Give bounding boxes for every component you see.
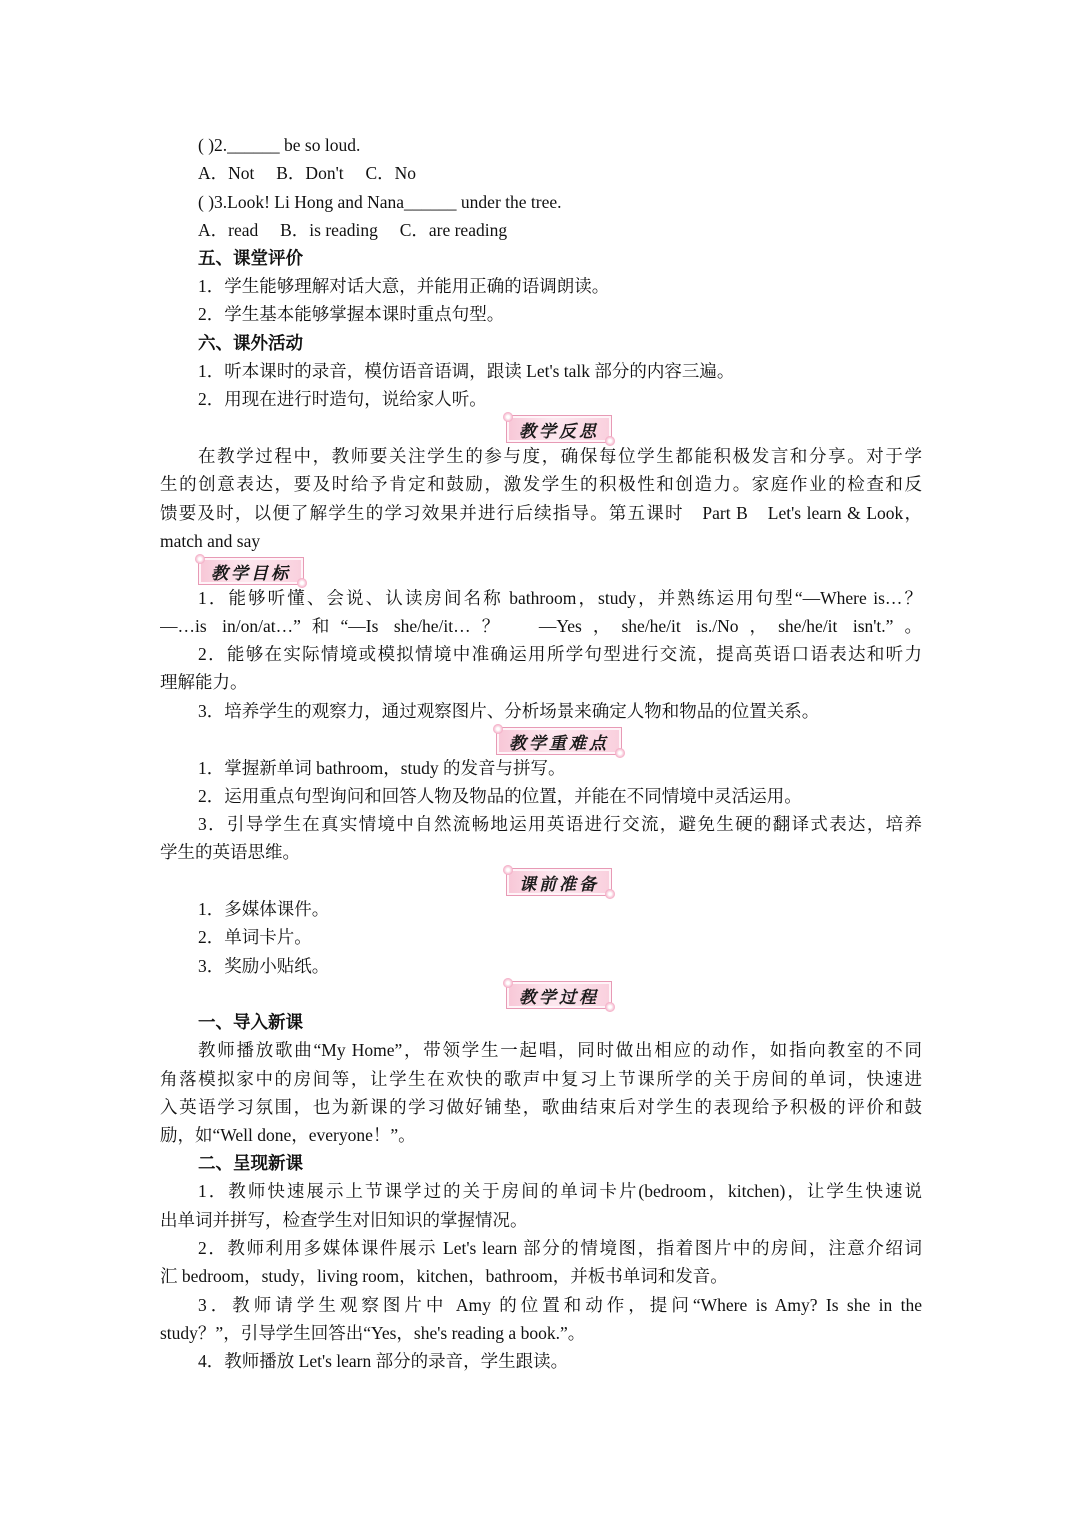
reflection-line: 在教学过程中，教师要关注学生的参与度，确保每位学生都能积极发言和分享。对于学 <box>198 446 922 466</box>
question-2-stem: ( )2.______ be so loud. <box>198 135 361 155</box>
section-5-heading: 五、课堂评价 <box>198 248 303 268</box>
badge-label: 课前准备 <box>519 874 599 895</box>
flower-icon <box>503 978 513 988</box>
flower-icon <box>503 865 513 875</box>
objectives-badge <box>198 557 304 585</box>
process-part-2-line: 1．教师快速展示上节课学过的关于房间的单词卡片(bedroom，kitchen)，让学生快速说 <box>198 1181 922 1201</box>
process-part-2-line: 3．教师请学生观察图片中 Amy 的位置和动作，提问“Where is Amy? Is she in the <box>198 1295 922 1315</box>
flower-icon <box>493 724 503 734</box>
keypoint-line: 1．掌握新单词 bathroom，study 的发音与拼写。 <box>198 758 566 778</box>
process-part-1-line: 教师播放歌曲“My Home”，带领学生一起唱，同时做出相应的动作，如指向教室的不同 <box>198 1040 922 1060</box>
preparation-badge <box>506 868 612 896</box>
keypoints-badge <box>496 727 622 755</box>
process-badge <box>506 981 612 1009</box>
keypoint-line: 学生的英语思维。 <box>160 842 300 862</box>
question-3-options: A．read B．is reading C．are reading <box>198 220 508 240</box>
objective-line: 理解能力。 <box>160 672 248 692</box>
objective-line: 1．能够听懂、会说、认读房间名称 bathroom，study，并熟练运用句型“—Where is…？ <box>198 588 922 608</box>
process-part-1-line: 入英语学习氛围，也为新课的学习做好铺垫，歌曲结束后对学生的表现给予积极的评价和鼓 <box>160 1097 922 1117</box>
process-part-1-heading: 一、导入新课 <box>198 1012 303 1032</box>
process-part-2-line: study？”，引导学生回答出“Yes，she's reading a book.”。 <box>160 1323 586 1343</box>
badge-label: 教学重难点 <box>509 733 609 754</box>
question-2-options: A．Not B．Don't C．No <box>198 163 417 183</box>
reflection-badge <box>506 415 612 443</box>
process-part-2-line: 出单词并拼写，检查学生对旧知识的掌握情况。 <box>160 1210 528 1230</box>
keypoint-line: 2．运用重点句型询问和回答人物及物品的位置，并能在不同情境中灵活运用。 <box>198 786 802 806</box>
preparation-item: 3．奖励小贴纸。 <box>198 956 330 976</box>
process-part-2-line: 2．教师利用多媒体课件展示 Let's learn 部分的情境图，指着图片中的房间，注意介绍词 <box>198 1238 922 1258</box>
process-part-2-heading: 二、呈现新课 <box>198 1153 303 1173</box>
keypoint-line: 3．引导学生在真实情境中自然流畅地运用英语进行交流，避免生硬的翻译式表达，培养 <box>198 814 922 834</box>
question-3-stem: ( )3.Look! Li Hong and Nana______ under the tree. <box>198 192 562 212</box>
objective-line: 3．培养学生的观察力，通过观察图片、分析场景来确定人物和物品的位置关系。 <box>198 701 820 721</box>
preparation-item: 1．多媒体课件。 <box>198 899 330 919</box>
flower-icon <box>195 554 205 564</box>
flower-icon <box>503 412 513 422</box>
section-6-item: 2．用现在进行时造句，说给家人听。 <box>198 389 487 409</box>
objective-line: 2．能够在实际情境或模拟情境中准确运用所学句型进行交流，提高英语口语表达和听力 <box>198 644 922 664</box>
preparation-item: 2．单词卡片。 <box>198 927 312 947</box>
process-part-2-line: 4．教师播放 Let's learn 部分的录音，学生跟读。 <box>198 1351 569 1371</box>
reflection-line: 馈要及时，以便了解学生的学习效果并进行后续指导。第五课时 Part B Let's learn & Look， <box>160 503 922 523</box>
process-part-1-line: 励，如“Well done，everyone！”。 <box>160 1125 416 1145</box>
section-6-heading: 六、课外活动 <box>198 333 303 353</box>
process-part-2-line: 汇 bedroom，study，living room，kitchen，bathroom，并板书单词和发音。 <box>160 1266 728 1286</box>
section-6-item: 1．听本课时的录音，模仿语音语调，跟读 Let's talk 部分的内容三遍。 <box>198 361 735 381</box>
reflection-line: match and say <box>160 531 261 551</box>
section-5-item: 2．学生基本能够掌握本课时重点句型。 <box>198 304 505 324</box>
process-part-1-line: 角落模拟家中的房间等，让学生在欢快的歌声中复习上节课所学的关于房间的单词，快速进 <box>160 1069 922 1089</box>
badge-label: 教学反思 <box>519 421 599 442</box>
reflection-line: 生的创意表达，要及时给予肯定和鼓励，激发学生的积极性和创造力。家庭作业的检查和反 <box>160 474 922 494</box>
badge-label: 教学目标 <box>211 563 291 584</box>
badge-label: 教学过程 <box>519 987 599 1008</box>
section-5-item: 1．学生能够理解对话大意，并能用正确的语调朗读。 <box>198 276 610 296</box>
objective-line: —…is in/on/at…”和“—Is she/he/it…？ —Yes，she/he/it is./No，she/he/it isn't.”。 <box>160 616 922 636</box>
